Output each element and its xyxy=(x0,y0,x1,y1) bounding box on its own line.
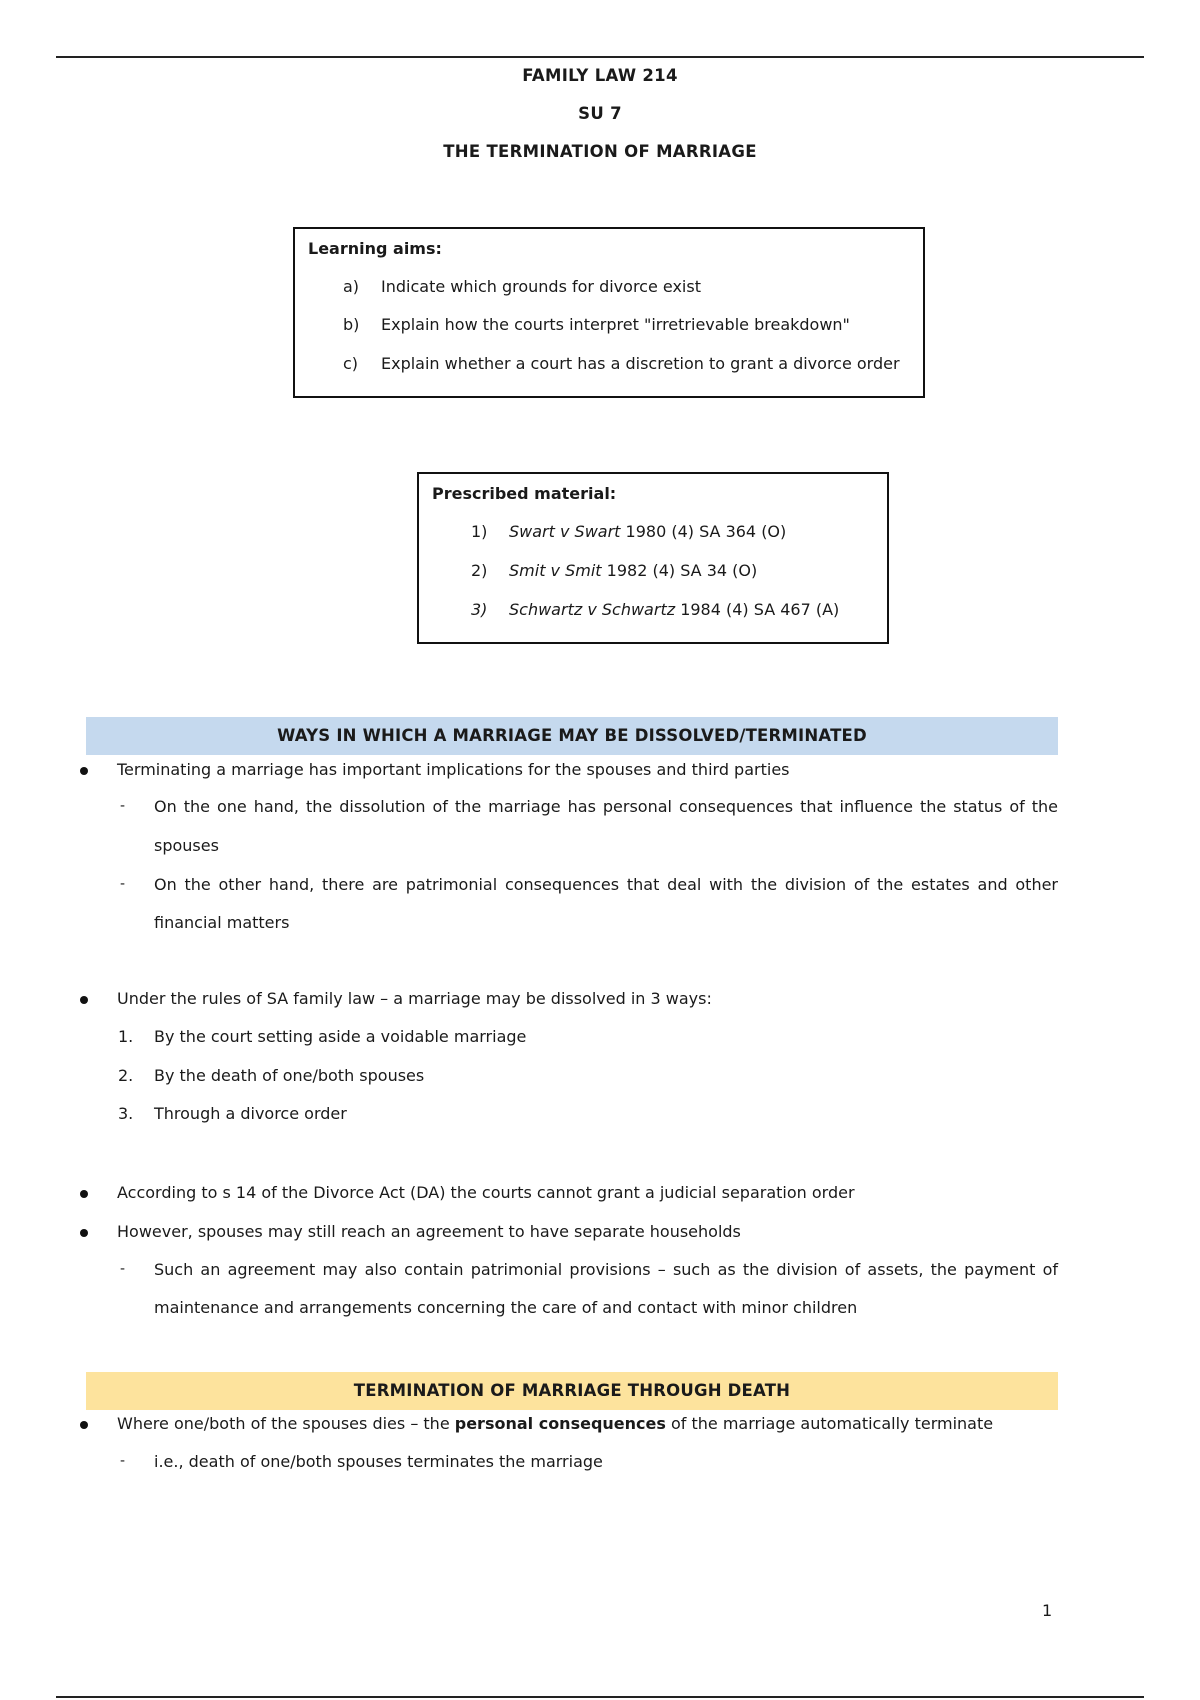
list-item: By the death of one/both spouses xyxy=(154,1066,425,1085)
dash-icon: - xyxy=(120,876,126,892)
bullet-icon xyxy=(80,1190,88,1198)
list-number: 3. xyxy=(118,1104,134,1123)
bullet-icon xyxy=(80,1421,88,1429)
prescribed-case-item: 2) Smit v Smit 1982 (4) SA 34 (O) xyxy=(471,561,758,580)
list-number: 1. xyxy=(118,1027,134,1046)
page-number: 1 xyxy=(1042,1601,1053,1620)
bottom-rule xyxy=(56,1696,1144,1698)
prescribed-material-heading: Prescribed material: xyxy=(432,484,617,503)
learning-aims-heading: Learning aims: xyxy=(308,239,442,258)
bullet-text: Where one/both of the spouses dies – the personal consequences of the marriage automatically terminate xyxy=(117,1414,994,1433)
learning-aim-item: c) Explain whether a court has a discretion to grant a divorce order xyxy=(343,354,900,373)
list-item: Through a divorce order xyxy=(154,1104,347,1123)
top-rule xyxy=(56,56,1144,58)
section-heading-death: TERMINATION OF MARRIAGE THROUGH DEATH xyxy=(86,1372,1058,1410)
list-number: 2. xyxy=(118,1066,134,1085)
sub-point-text: maintenance and arrangements concerning the care of and contact with minor children xyxy=(154,1298,858,1317)
sub-point-text: On the one hand, the dissolution of the marriage has personal consequences that influence the status of the xyxy=(154,797,1058,816)
learning-aim-item: a) Indicate which grounds for divorce exist xyxy=(343,277,701,296)
list-item: By the court setting aside a voidable marriage xyxy=(154,1027,527,1046)
sub-point-text: spouses xyxy=(154,836,219,855)
prescribed-case-item: 3) Schwartz v Schwartz 1984 (4) SA 467 (A) xyxy=(471,600,840,619)
bullet-text: Terminating a marriage has important implications for the spouses and third parties xyxy=(117,760,790,779)
dash-icon: - xyxy=(120,798,126,814)
bullet-icon xyxy=(80,1229,88,1237)
prescribed-material-box xyxy=(417,472,889,644)
sub-point-text: On the other hand, there are patrimonial consequences that deal with the division of the estates and other xyxy=(154,875,1058,894)
bullet-text: According to s 14 of the Divorce Act (DA) the courts cannot grant a judicial separation order xyxy=(117,1183,855,1202)
learning-aims-box xyxy=(293,227,925,398)
learning-aim-item: b) Explain how the courts interpret "irretrievable breakdown" xyxy=(343,315,850,334)
dash-icon: - xyxy=(120,1453,126,1469)
sub-point-text: financial matters xyxy=(154,913,290,932)
bullet-icon xyxy=(80,767,88,775)
unit-title: SU 7 xyxy=(578,104,622,123)
sub-point-text: Such an agreement may also contain patrimonial provisions – such as the division of assets, the payment of xyxy=(154,1260,1058,1279)
dash-icon: - xyxy=(120,1261,126,1277)
topic-title: THE TERMINATION OF MARRIAGE xyxy=(443,142,757,161)
sub-point-text: i.e., death of one/both spouses terminates the marriage xyxy=(154,1452,603,1471)
bold-phrase: personal consequences xyxy=(454,1414,666,1433)
bullet-text: However, spouses may still reach an agreement to have separate households xyxy=(117,1222,741,1241)
course-title: FAMILY LAW 214 xyxy=(522,66,678,85)
prescribed-case-item: 1) Swart v Swart 1980 (4) SA 364 (O) xyxy=(471,522,787,541)
bullet-icon xyxy=(80,996,88,1004)
section-heading-dissolved: WAYS IN WHICH A MARRIAGE MAY BE DISSOLVED/TERMINATED xyxy=(86,717,1058,755)
bullet-text: Under the rules of SA family law – a marriage may be dissolved in 3 ways: xyxy=(117,989,712,1008)
